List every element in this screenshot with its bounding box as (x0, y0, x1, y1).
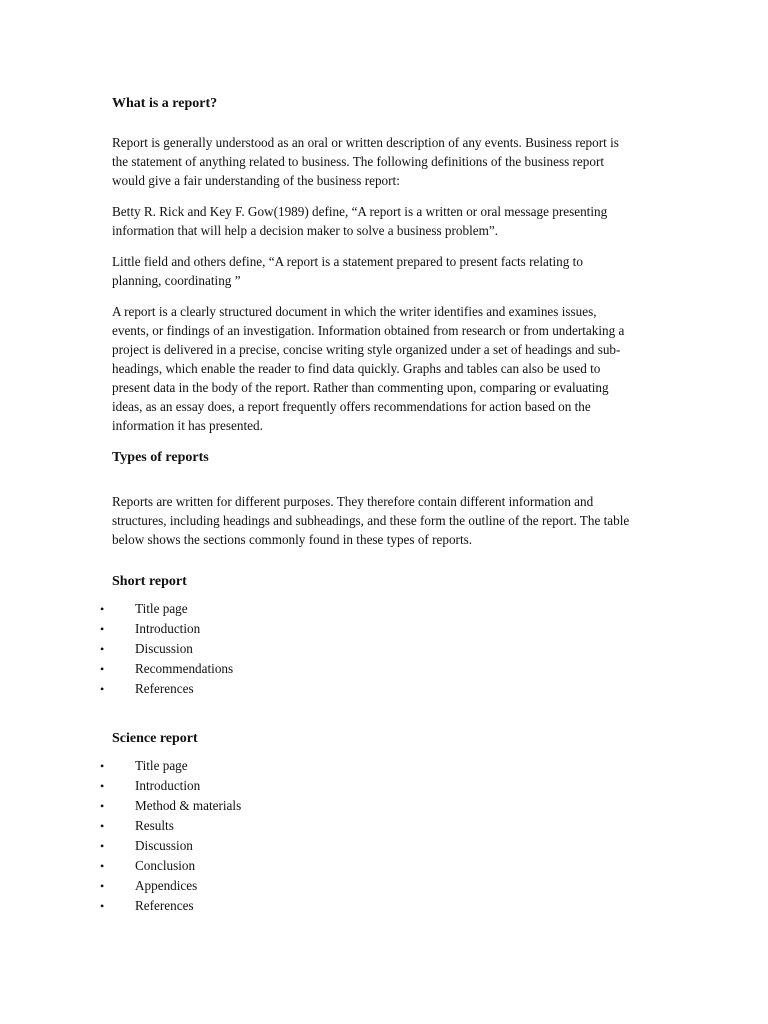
paragraph-line: the statement of anything related to business. The following definitions of the business report (112, 154, 604, 169)
heading-short-report: Short report (112, 574, 187, 589)
paragraph-definition (112, 133, 668, 190)
paragraph-line: information that will help a decision maker to solve a business problem”. (112, 223, 499, 238)
paragraph-line: Reports are written for different purposes. They therefore contain different information and (112, 494, 594, 509)
document-page: What is a report? Report is generally understood as an oral or written description of any events. Business report is the statement of anything related to business. The following definitions of the business report would give a fair understanding of the business report: Betty R. Rick and Key F. Gow(1989) define, “A report is a written or oral message presenting information that will help a decision maker to solve a business problem”. Little field and others define, “A report is a statement prepared to present facts relating to planning, coordinating ” A report is a clearly structured document in which the writer identifies and examines issues, events, or findings of an investigation. Information obtained from research or from undertaking a project is delivered in a precise, concise writing style organized under a set of headings and sub- headings, which enable the reader to find data quickly. Graphs and tables can also be used to present data in the body of the report. Rather than commenting upon, comparing or evaluating ideas, as an essay does, a report frequently offers recommendations for action based on the information it has presented. Types of reports Reports are written for different purposes. They therefore contain different information and structures, including headings and subheadings, and these form the outline of the report. The table below shows the sections commonly found in these types of reports. Short report • Title page • Introduction • Discussion • Recommendations • References Science report • Title page • Introduction • Method & materials • Results • Discussion • Conclusion • Appendices • References (0, 0, 768, 1024)
paragraph-line: present data in the body of the report. Rather than commenting upon, comparing or evaluating (112, 380, 609, 395)
heading-what-is-a-report: What is a report? (112, 96, 218, 111)
paragraph-line: ideas, as an essay does, a report frequently offers recommendations for action based on the (112, 399, 591, 414)
paragraph-report-purposes (112, 492, 668, 549)
bullet-icon: • (100, 622, 105, 636)
paragraph-little-field (112, 252, 668, 290)
paragraph-line: planning, coordinating ” (112, 273, 241, 288)
heading-types-of-reports: Types of reports (112, 450, 209, 465)
bullet-icon: • (100, 879, 105, 893)
paragraph-line: structures, including headings and subheadings, and these form the outline of the report. The table (112, 513, 630, 528)
paragraph-line: headings, which enable the reader to find data quickly. Graphs and tables can also be used to (112, 361, 601, 376)
paragraph-line: project is delivered in a precise, concise writing style organized under a set of headings and sub- (112, 342, 621, 357)
bullet-icon: • (100, 839, 105, 853)
bullet-icon: • (100, 602, 105, 616)
paragraph-line: would give a fair understanding of the business report: (112, 173, 400, 188)
bullet-icon: • (100, 759, 105, 773)
bullet-icon: • (100, 779, 105, 793)
heading-science-report: Science report (112, 731, 198, 746)
paragraph-line: Little field and others define, “A report is a statement prepared to present facts relating to (112, 254, 583, 269)
paragraph-rick-gow (112, 202, 668, 240)
paragraph-structured-document (112, 302, 668, 435)
bullet-icon: • (100, 799, 105, 813)
paragraph-line: A report is a clearly structured document in which the writer identifies and examines issues, (112, 304, 597, 319)
bullet-icon: • (100, 859, 105, 873)
paragraph-line: events, or findings of an investigation. Information obtained from research or from undertaking a (112, 323, 625, 338)
bullet-icon: • (100, 819, 105, 833)
paragraph-line: below shows the sections commonly found in these types of reports. (112, 532, 473, 547)
bullet-icon: • (100, 682, 105, 696)
bullet-icon: • (100, 899, 105, 913)
bullet-icon: • (100, 642, 105, 656)
paragraph-line: Report is generally understood as an oral or written description of any events. Business report is (112, 135, 619, 150)
paragraph-line: Betty R. Rick and Key F. Gow(1989) define, “A report is a written or oral message presenting (112, 204, 608, 219)
bullet-icon: • (100, 662, 105, 676)
paragraph-line: information it has presented. (112, 418, 263, 433)
